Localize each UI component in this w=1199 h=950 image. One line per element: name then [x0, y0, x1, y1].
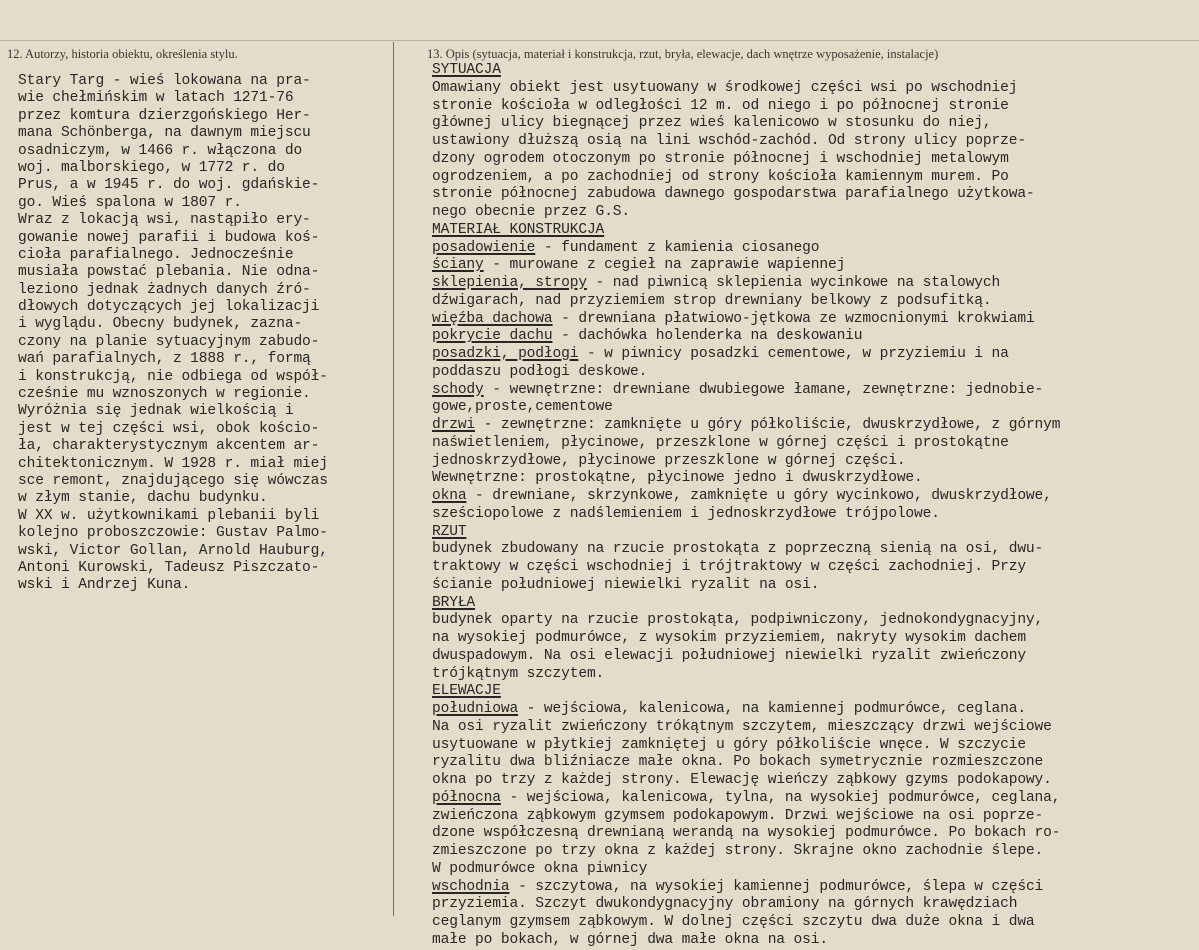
description-text-line [432, 311, 1197, 329]
description-text: trójkątnym szczytem. [432, 665, 605, 682]
description-text: budynek zbudowany na rzucie prostokąta z poprzeczną sienią na osi, dwu- [432, 541, 1044, 558]
description-text: gowe,proste,cementowe [432, 399, 613, 416]
history-text-line: Antoni Kurowski, Tadeusz Piszczato- [18, 559, 320, 576]
description-text: zmieszczone po trzy okna z każdej strony. Skrajne okno zachodnie ślepe. [432, 843, 1044, 859]
description-text-line [432, 151, 1197, 169]
description-text: - drewniane, skrzynkowe, zamknięte u góry wycinkowo, dwuskrzydłowe, [466, 488, 1052, 504]
description-text: - fundament z kamienia ciosanego [535, 239, 820, 256]
history-text-line: czony na planie sytuacyjnym zabudo- [18, 333, 320, 350]
description-text-line [432, 382, 1197, 400]
description-text-line [432, 417, 1197, 435]
section-term: wschodnia [432, 878, 510, 895]
description-text-line [432, 896, 1197, 914]
history-text-line: Stary Targ - wieś lokowana na pra- [18, 73, 311, 89]
history-text-line: musiała powstać plebania. Nie odna- [18, 264, 320, 281]
description-text: stronie północnej zabudowa dawnego gospodarstwa parafialnego użytkowa- [432, 186, 1035, 203]
description-text: jednoskrzydłowe, płycinowe przeszklone w górnej części. [432, 452, 906, 469]
description-text: dzone współczesną drewnianą werandą na wysokiej podmurówce. Po bokach ro- [432, 825, 1061, 842]
history-text-column [18, 73, 390, 595]
column-divider [393, 42, 394, 916]
history-text-line: W XX w. użytkownikami plebanii byli [18, 507, 320, 524]
history-text-line: Wraz z lokacją wsi, nastąpiło ery- [18, 212, 311, 229]
description-text-line [432, 879, 1197, 897]
description-text: - zewnętrzne: zamknięte u góry półkoliście, dwuskrzydłowe, z górnym [475, 417, 1061, 433]
description-text: - wewnętrzne: drewniane dwubiegowe łamane, zewnętrzne: jednobie- [483, 381, 1044, 398]
description-text-line [432, 364, 1197, 382]
description-text: okna po trzy z każdej strony. Elewację wieńczy ząbkowy gzyms podokapowy. [432, 772, 1052, 788]
history-text-line: ła, charakterystycznym akcentem ar- [18, 438, 320, 455]
history-text-line: wie chełmińskim w latach 1271-76 [18, 90, 294, 107]
history-text-line: wski i Andrzej Kuna. [18, 577, 191, 594]
history-text-line: jest w tej części wsi, obok kościo- [18, 420, 320, 437]
description-text-line [432, 275, 1197, 293]
description-text-line [432, 293, 1197, 311]
section-term: SYTUACJA [432, 62, 501, 78]
description-text-column [432, 62, 1197, 950]
description-text: Wewnętrzne: prostokątne, płycinowe jedno i dwuskrzydłowe. [432, 470, 923, 487]
description-text-line [432, 932, 1197, 950]
description-text: małe po bokach, w górnej dwa małe okna na osi. [432, 931, 828, 948]
description-text-line [432, 719, 1197, 737]
section-term: RZUT [432, 523, 467, 540]
description-text-line [432, 346, 1197, 364]
section-term: schody [432, 381, 484, 398]
description-text: ogrodzeniem, a po zachodniej od strony kościoła kamiennym murem. Po [432, 168, 1009, 185]
description-text-line [432, 115, 1197, 133]
description-text-line [432, 577, 1197, 595]
description-text-line [432, 506, 1197, 524]
description-text: ryzalitu dwa bliźniacze małe okna. Po bokach symetrycznie rozmieszczone [432, 754, 1044, 771]
description-text: na wysokiej podmurówce, z wysokim przyziemiem, nakryty wysokim dachem [432, 630, 1026, 646]
history-text-line: osadniczym, w 1466 r. włączona do [18, 142, 303, 159]
section-term: ściany [432, 257, 484, 274]
description-text-line [432, 98, 1197, 116]
description-text-line [432, 328, 1197, 346]
description-text-line [432, 435, 1197, 453]
section-term: sklepienia, stropy [432, 275, 587, 291]
history-text-line: mana Schönberga, na dawnym miejscu [18, 125, 311, 142]
history-text-line: cioła parafialnego. Jednocześnie [18, 246, 294, 263]
description-text-line [432, 843, 1197, 861]
right-column-header: 13. Opis (sytuacja, materiał i konstrukcja, rzut, bryła, elewacje, dach wnętrze wyposażenie, instalacje) [427, 47, 939, 61]
history-text-line: chitektonicznym. W 1928 r. miał miej [18, 455, 328, 472]
section-term: północna [432, 789, 501, 806]
description-text-line [432, 80, 1197, 98]
top-rule [0, 40, 1199, 41]
history-text-line: wski, Victor Gollan, Arnold Hauburg, [18, 542, 328, 559]
history-text-line: dłowych dotyczących jej lokalizacji [18, 299, 320, 316]
description-text: - wejściowa, kalenicowa, na kamiennej podmurówce, ceglana. [518, 701, 1026, 717]
description-text-line [432, 772, 1197, 790]
description-text: - szczytowa, na wysokiej kamiennej podmurówce, ślepa w części [509, 878, 1044, 895]
history-text-line: w złym stanie, dachu budynku. [18, 490, 268, 507]
history-text-line: kolejno proboszczowie: Gustav Palmo- [18, 525, 328, 542]
history-text-line: cześnie mu wznoszonych w regionie. [18, 386, 311, 403]
description-text-line [432, 204, 1197, 222]
section-term: ELEWACJE [432, 683, 501, 700]
section-term: drzwi [432, 417, 476, 433]
description-text: zwieńczona ząbkowym gzymsem podokapowym. Drzwi wejściowe na osi poprze- [432, 807, 1044, 824]
section-term: posadzki, podłogi [432, 346, 579, 362]
description-text-line [432, 825, 1197, 843]
description-text-line [432, 541, 1197, 559]
description-text: dwuspadowym. Na osi elewacji południowej niewielki ryzalit zwieńczony [432, 647, 1026, 664]
description-text-line [432, 257, 1197, 275]
description-text-line [432, 62, 1197, 80]
history-text-line: gowanie nowej parafii i budowa koś- [18, 229, 320, 246]
history-text-line: wań parafialnych, z 1888 r., formą [18, 351, 311, 368]
section-term: południowa [432, 701, 519, 717]
description-text-line [432, 666, 1197, 684]
description-text: - w piwnicy posadzki cementowe, w przyziemiu i na [578, 346, 1009, 362]
description-text-line [432, 453, 1197, 471]
description-text: nego obecnie przez G.S. [432, 204, 630, 220]
description-text: ceglanym gzymsem ząbkowym. W dolnej części szczytu dwa duże okna i dwa [432, 914, 1035, 930]
description-text: - wejściowa, kalenicowa, tylna, na wysokiej podmurówce, ceglana, [500, 789, 1061, 806]
description-text: - drewniana płatwiowo-jętkowa ze wzmocnionymi krokwiami [552, 310, 1035, 327]
section-term: MATERIAŁ KONSTRUKCJA [432, 221, 605, 238]
description-text-line [432, 648, 1197, 666]
description-text-line [432, 222, 1197, 240]
description-text-line [432, 399, 1197, 417]
description-text: Na osi ryzalit zwieńczony trókątnym szczytem, mieszczący drzwi wejściowe [432, 718, 1052, 735]
history-text-line: Prus, a w 1945 r. do woj. gdańskie- [18, 177, 320, 194]
history-text-line: Wyróżnia się jednak wielkością i [18, 403, 294, 420]
description-text-line [432, 612, 1197, 630]
description-text: usytuowane w płytkiej zamkniętej u góry półkoliście wnęce. W szczycie [432, 736, 1026, 753]
description-text: głównej ulicy biegnącej przez wieś kalenicowo w stosunku do niej, [432, 115, 992, 132]
description-text: przyziemia. Szczyt dwukondygnacyjny obramiony na górnych krawędziach [432, 896, 1018, 913]
description-text-line [432, 754, 1197, 772]
description-text: ścianie południowej niewielki ryzalit na osi. [432, 576, 820, 593]
description-text-line [432, 595, 1197, 613]
description-text: ustawiony dłuższą osią na lini wschód-zachód. Od strony ulicy poprze- [432, 133, 1026, 149]
description-text-line [432, 186, 1197, 204]
history-text-line: przez komtura dzierzgońskiego Her- [18, 107, 311, 124]
description-text-line [432, 683, 1197, 701]
description-text-line [432, 488, 1197, 506]
description-text: - murowane z cegieł na zaprawie wapiennej [483, 257, 846, 274]
description-text-line [432, 240, 1197, 258]
description-text: sześciopolowe z nadślemieniem i jednoskrzydłowe trójpolowe. [432, 505, 940, 522]
history-text-line: woj. malborskiego, w 1772 r. do [18, 159, 285, 176]
description-text: Omawiany obiekt jest usytuowany w środkowej części wsi po wschodniej [432, 79, 1018, 96]
section-term: pokrycie dachu [432, 328, 553, 345]
description-text-line [432, 133, 1197, 151]
history-text-line: i konstrukcją, nie odbiega od współ- [18, 368, 328, 385]
description-text: - dachówka holenderka na deskowaniu [552, 328, 863, 345]
description-text-line [432, 914, 1197, 932]
description-text-line [432, 808, 1197, 826]
description-text: - nad piwnicą sklepienia wycinkowe na stalowych [586, 275, 1001, 291]
description-text-line [432, 737, 1197, 755]
description-text: budynek oparty na rzucie prostokąta, podpiwniczony, jednokondygnacyjny, [432, 612, 1044, 629]
description-text: dzony ogrodem otoczonym po stronie północnej i wschodniej metalowym [432, 150, 1009, 167]
description-text-line [432, 559, 1197, 577]
description-text: stronie kościoła w odległości 12 m. od niego i po północnej stronie [432, 97, 1009, 114]
left-column-header: 12. Autorzy, historia obiektu, określenia stylu. [7, 47, 238, 61]
section-term: BRYŁA [432, 594, 476, 611]
description-text: poddaszu podłogi deskowe. [432, 363, 648, 380]
history-text-line: sce remont, znajdującego się wówczas [18, 472, 328, 489]
section-term: więźba dachowa [432, 310, 553, 327]
description-text-line [432, 861, 1197, 879]
history-text-line: leziono jednak żadnych danych źró- [18, 281, 311, 298]
section-term: posadowienie [432, 239, 536, 256]
description-text-line [432, 524, 1197, 542]
history-text-line: go. Wieś spalona w 1807 r. [18, 194, 242, 211]
description-text: traktowy w części wschodniej i trójtraktowy w części zachodniej. Przy [432, 559, 1026, 575]
description-text: dźwigarach, nad przyziemiem strop drewniany belkowy z podsufitką. [432, 292, 992, 309]
description-text-line [432, 169, 1197, 187]
section-term: okna [432, 488, 467, 504]
description-text-line [432, 790, 1197, 808]
description-text: naświetleniem, płycinowe, przeszklone w górnej części i prostokątne [432, 434, 1009, 451]
description-text: W podmurówce okna piwnicy [432, 860, 648, 877]
description-text-line [432, 470, 1197, 488]
description-text-line [432, 701, 1197, 719]
description-text-line [432, 630, 1197, 648]
history-text-line: i wyglądu. Obecny budynek, zazna- [18, 316, 303, 333]
